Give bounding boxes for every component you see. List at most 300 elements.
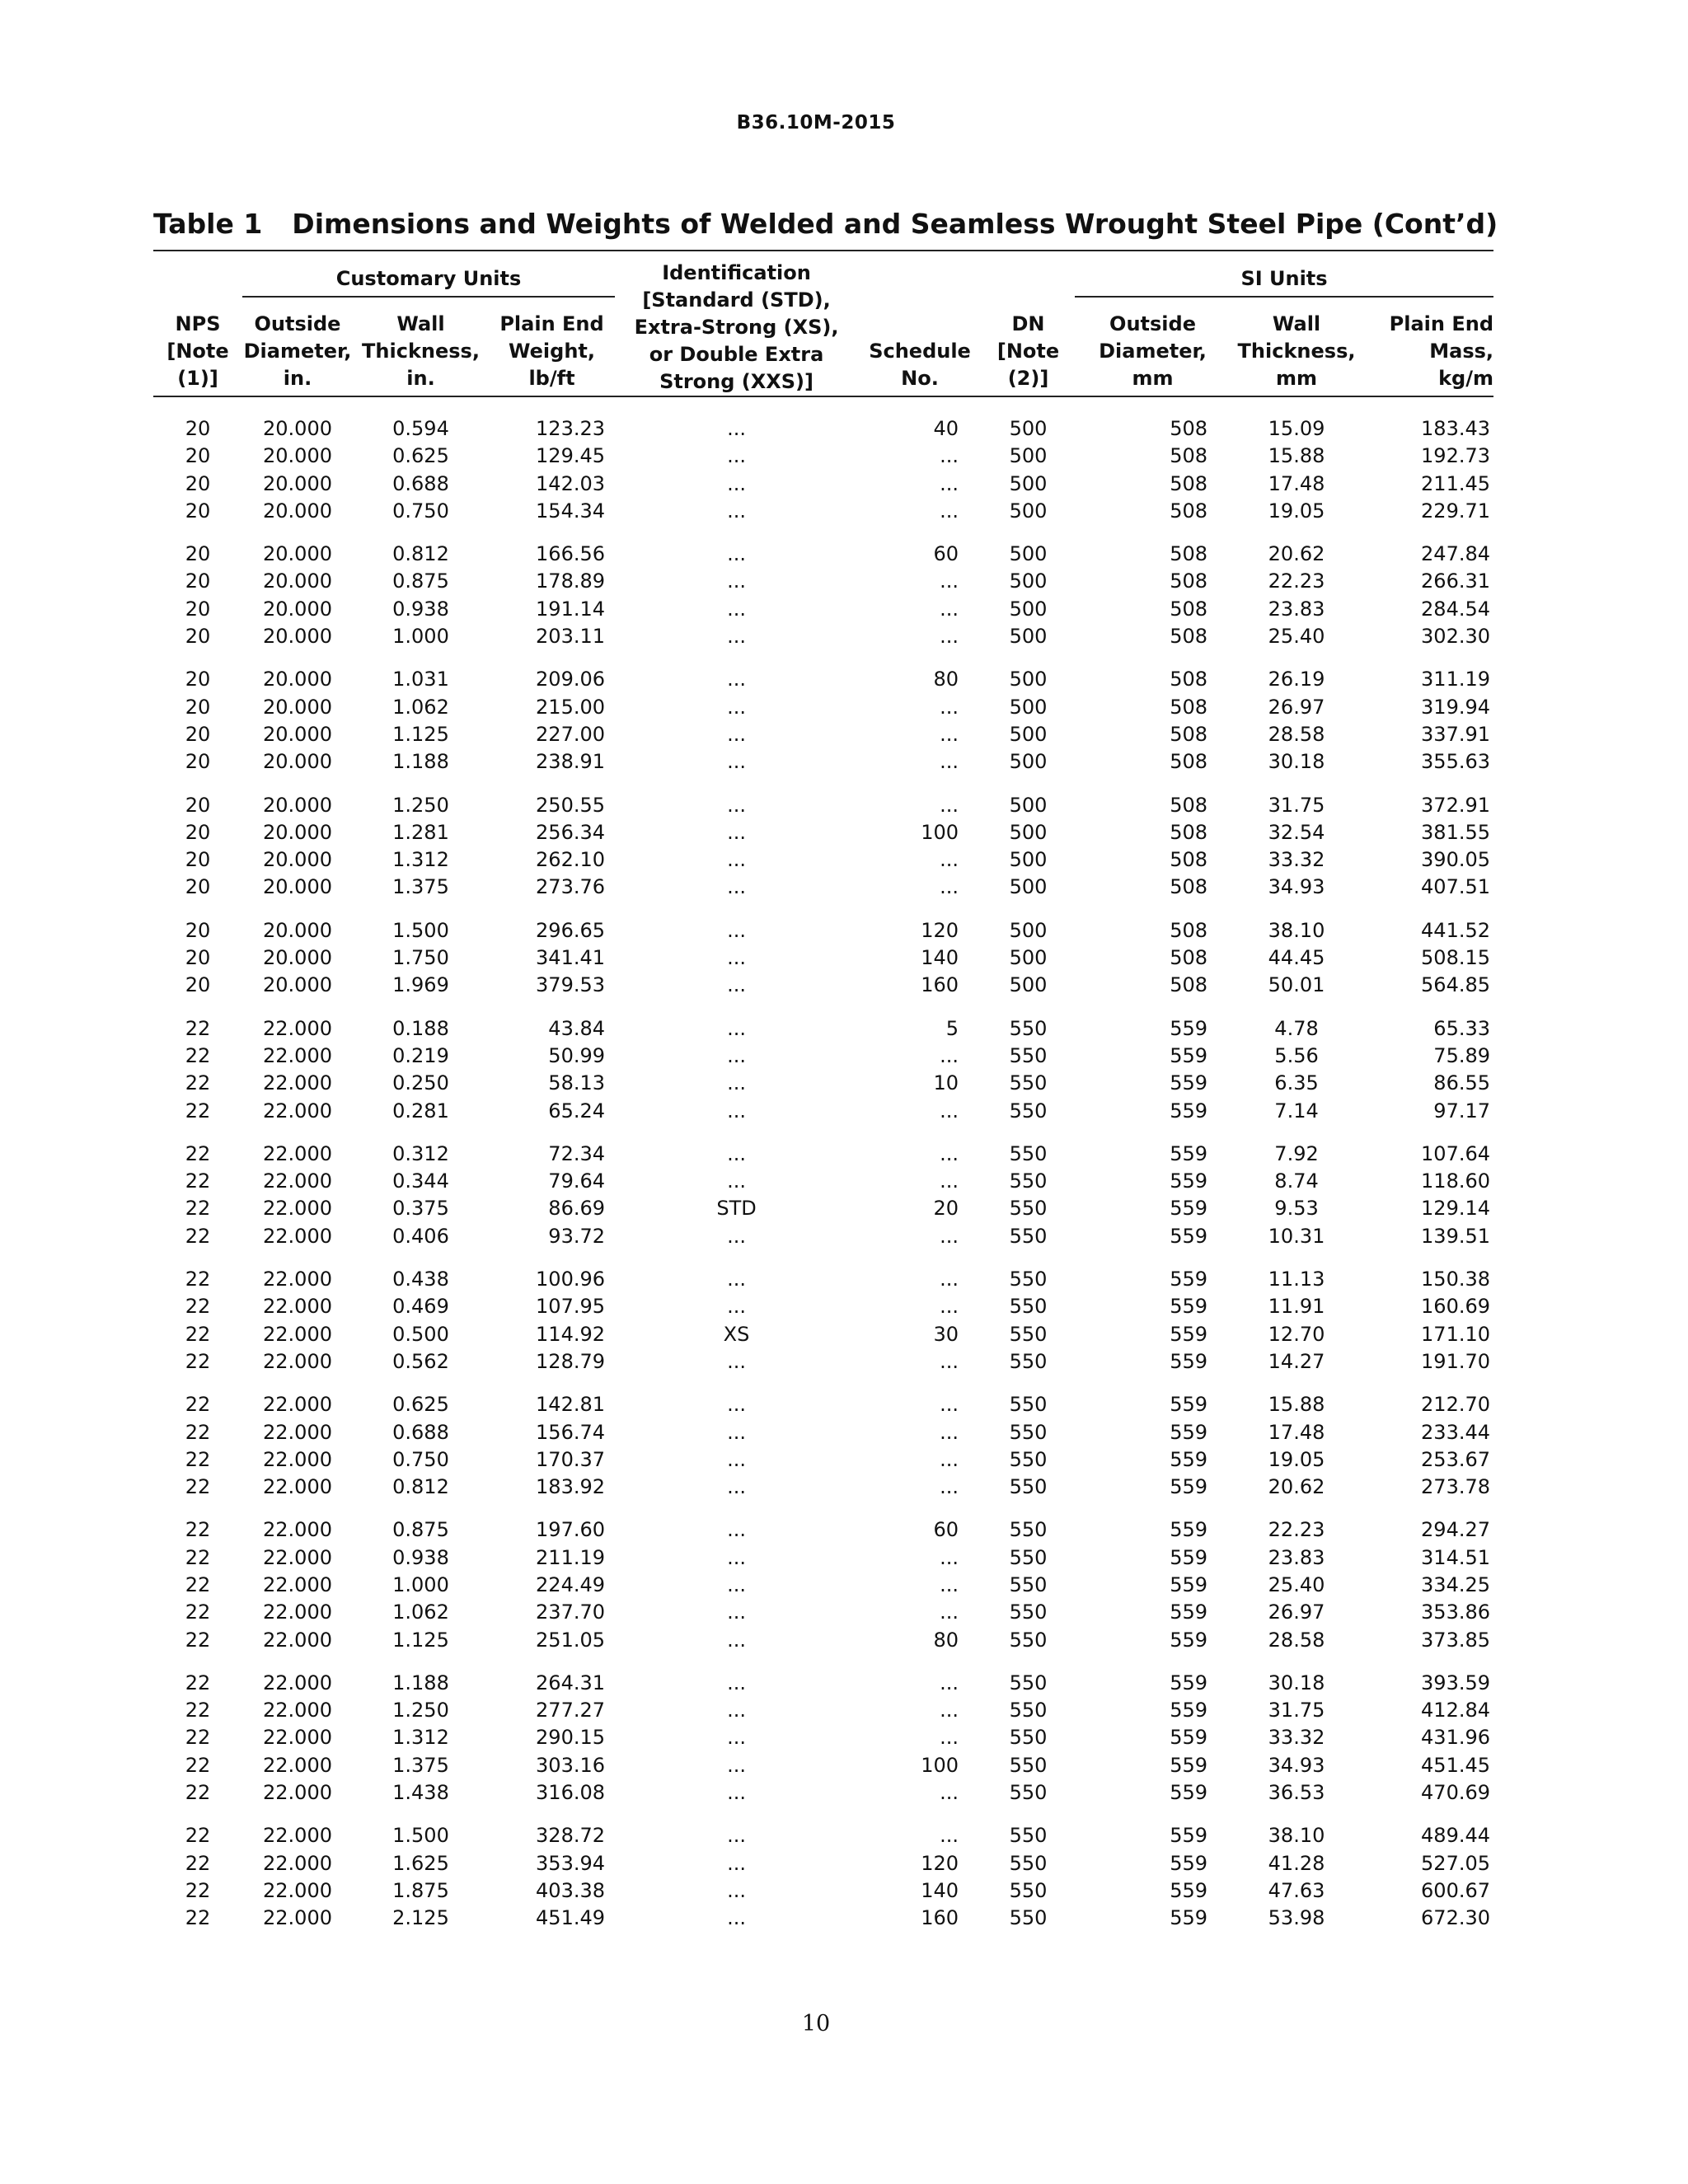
cell-outside-diameter-mm: 559 — [1170, 1851, 1208, 1875]
cell-wall-thickness-mm: 32.54 — [1268, 820, 1325, 844]
cell-outside-diameter-mm: 559 — [1170, 1071, 1208, 1095]
cell-wall-thickness-mm: 47.63 — [1268, 1878, 1325, 1902]
cell-wall-thickness-in: 0.188 — [392, 1016, 449, 1040]
cell-plain-end-mass: 600.67 — [1421, 1878, 1491, 1902]
cell-wall-thickness-in: 1.750 — [392, 946, 449, 970]
cell-schedule: ... — [940, 1671, 959, 1694]
cell-outside-diameter-in: 20.000 — [263, 668, 332, 691]
cell-identification: ... — [727, 1851, 746, 1875]
cell-outside-diameter-mm: 559 — [1170, 1141, 1208, 1165]
cell-schedule: ... — [940, 1545, 959, 1569]
cell-dn: 550 — [1009, 1601, 1048, 1624]
cell-dn: 550 — [1009, 1878, 1048, 1902]
cell-outside-diameter-in: 22.000 — [263, 1699, 332, 1722]
cell-schedule: 160 — [921, 1906, 959, 1930]
cell-plain-end-weight: 203.11 — [536, 625, 606, 649]
cell-plain-end-weight: 290.15 — [536, 1726, 606, 1750]
cell-schedule: 10 — [933, 1071, 959, 1095]
cell-wall-thickness-mm: 30.18 — [1268, 750, 1325, 774]
cell-outside-diameter-mm: 559 — [1170, 1295, 1208, 1319]
cell-schedule: 140 — [921, 946, 959, 970]
cell-identification: ... — [727, 1169, 746, 1193]
cell-plain-end-weight: 451.49 — [536, 1906, 606, 1930]
cell-wall-thickness-mm: 6.35 — [1274, 1071, 1319, 1095]
cell-nps: 22 — [185, 1141, 211, 1165]
cell-schedule: ... — [940, 1781, 959, 1805]
cell-plain-end-weight: 403.38 — [536, 1878, 606, 1902]
cell-nps: 20 — [185, 444, 211, 468]
cell-wall-thickness-mm: 28.58 — [1268, 1628, 1325, 1652]
cell-outside-diameter-mm: 559 — [1170, 1878, 1208, 1902]
cell-schedule: ... — [940, 1601, 959, 1624]
cell-wall-thickness-in: 1.062 — [392, 695, 449, 719]
cell-plain-end-mass: 311.19 — [1421, 668, 1491, 691]
cell-identification: ... — [727, 1420, 746, 1444]
cell-plain-end-mass: 107.64 — [1421, 1141, 1491, 1165]
cell-plain-end-weight: 154.34 — [536, 499, 606, 523]
cell-schedule: 40 — [933, 417, 959, 440]
cell-identification: ... — [727, 1878, 746, 1902]
header-spacer-2 — [858, 251, 1075, 298]
cell-identification: ... — [727, 1071, 746, 1095]
cell-nps: 22 — [185, 1016, 211, 1040]
cell-outside-diameter-in: 22.000 — [263, 1295, 332, 1319]
cell-outside-diameter-mm: 508 — [1170, 417, 1208, 440]
cell-wall-thickness-in: 1.250 — [392, 1699, 449, 1722]
table-row — [153, 1419, 1493, 1446]
cell-outside-diameter-mm: 508 — [1170, 695, 1208, 719]
cell-outside-diameter-mm: 508 — [1170, 848, 1208, 872]
cell-identification: ... — [727, 848, 746, 872]
cell-outside-diameter-mm: 559 — [1170, 1268, 1208, 1291]
cell-plain-end-mass: 470.69 — [1421, 1781, 1491, 1805]
cell-schedule: ... — [940, 597, 959, 621]
table-row — [153, 972, 1493, 999]
cell-plain-end-weight: 86.69 — [548, 1197, 606, 1221]
table-row — [153, 1877, 1493, 1905]
cell-outside-diameter-mm: 559 — [1170, 1906, 1208, 1930]
cell-schedule: ... — [940, 444, 959, 468]
cell-nps: 22 — [185, 1268, 211, 1291]
cell-nps: 22 — [185, 1572, 211, 1596]
cell-wall-thickness-in: 0.812 — [392, 542, 449, 566]
cell-schedule: ... — [940, 848, 959, 872]
header-wall-thickness-mm: Wall Thickness, mm — [1237, 312, 1356, 390]
cell-wall-thickness-in: 0.219 — [392, 1043, 449, 1067]
cell-nps: 22 — [185, 1043, 211, 1067]
cell-identification: ... — [727, 471, 746, 495]
cell-wall-thickness-in: 1.969 — [392, 973, 449, 997]
cell-wall-thickness-mm: 53.98 — [1268, 1906, 1325, 1930]
cell-identification: ... — [727, 1601, 746, 1624]
table-row — [153, 596, 1493, 623]
cell-plain-end-mass: 407.51 — [1421, 875, 1491, 899]
cell-wall-thickness-mm: 19.05 — [1268, 1447, 1325, 1471]
cell-schedule: ... — [940, 1726, 959, 1750]
cell-wall-thickness-mm: 20.62 — [1268, 1475, 1325, 1499]
cell-schedule: ... — [940, 1169, 959, 1193]
cell-plain-end-mass: 393.59 — [1421, 1671, 1491, 1694]
cell-plain-end-weight: 166.56 — [536, 542, 606, 566]
cell-wall-thickness-in: 0.625 — [392, 1393, 449, 1417]
cell-dn: 500 — [1009, 499, 1048, 523]
table-row — [153, 1627, 1493, 1654]
cell-nps: 20 — [185, 848, 211, 872]
cell-nps: 22 — [185, 1628, 211, 1652]
cell-plain-end-weight: 296.65 — [536, 918, 606, 942]
table-row — [153, 1000, 1493, 1043]
cell-plain-end-mass: 171.10 — [1421, 1322, 1491, 1346]
cell-wall-thickness-in: 0.250 — [392, 1071, 449, 1095]
cell-outside-diameter-mm: 559 — [1170, 1197, 1208, 1221]
cell-plain-end-mass: 564.85 — [1421, 973, 1491, 997]
cell-schedule: 80 — [933, 1628, 959, 1652]
header-plain-end-weight: Plain End Weight, lb/ft — [499, 312, 604, 390]
cell-outside-diameter-mm: 508 — [1170, 820, 1208, 844]
cell-plain-end-mass: 97.17 — [1433, 1099, 1491, 1122]
cell-outside-diameter-mm: 508 — [1170, 444, 1208, 468]
cell-plain-end-mass: 302.30 — [1421, 625, 1491, 649]
cell-plain-end-weight: 215.00 — [536, 695, 606, 719]
cell-wall-thickness-in: 1.375 — [392, 1753, 449, 1777]
header-schedule: Schedule No. — [869, 340, 971, 390]
cell-identification: ... — [727, 793, 746, 817]
cell-plain-end-weight: 277.27 — [536, 1699, 606, 1722]
cell-outside-diameter-mm: 559 — [1170, 1224, 1208, 1248]
cell-wall-thickness-in: 1.031 — [392, 668, 449, 691]
cell-schedule: ... — [940, 499, 959, 523]
cell-outside-diameter-in: 22.000 — [263, 1671, 332, 1694]
cell-plain-end-mass: 412.84 — [1421, 1699, 1491, 1722]
cell-outside-diameter-in: 20.000 — [263, 973, 332, 997]
cell-identification: ... — [727, 1295, 746, 1319]
cell-outside-diameter-in: 22.000 — [263, 1043, 332, 1067]
cell-dn: 550 — [1009, 1197, 1048, 1221]
cell-outside-diameter-mm: 508 — [1170, 542, 1208, 566]
cell-nps: 20 — [185, 625, 211, 649]
cell-dn: 550 — [1009, 1043, 1048, 1067]
cell-plain-end-weight: 262.10 — [536, 848, 606, 872]
cell-wall-thickness-in: 0.406 — [392, 1224, 449, 1248]
cell-wall-thickness-in: 1.000 — [392, 625, 449, 649]
cell-wall-thickness-in: 0.375 — [392, 1197, 449, 1221]
cell-wall-thickness-mm: 15.09 — [1268, 417, 1325, 440]
cell-plain-end-mass: 355.63 — [1421, 750, 1491, 774]
cell-nps: 22 — [185, 1071, 211, 1095]
cell-nps: 22 — [185, 1169, 211, 1193]
cell-plain-end-weight: 341.41 — [536, 946, 606, 970]
cell-nps: 22 — [185, 1475, 211, 1499]
cell-plain-end-mass: 294.27 — [1421, 1518, 1491, 1542]
cell-wall-thickness-mm: 10.31 — [1268, 1224, 1325, 1248]
cell-outside-diameter-in: 22.000 — [263, 1572, 332, 1596]
table-row — [153, 1223, 1493, 1250]
cell-outside-diameter-mm: 559 — [1170, 1545, 1208, 1569]
cell-plain-end-weight: 250.55 — [536, 793, 606, 817]
cell-schedule: ... — [940, 750, 959, 774]
cell-wall-thickness-mm: 22.23 — [1268, 569, 1325, 593]
table-row — [153, 902, 1493, 944]
cell-nps: 22 — [185, 1671, 211, 1694]
cell-wall-thickness-in: 0.469 — [392, 1295, 449, 1319]
table-row — [153, 1195, 1493, 1222]
table-row — [153, 568, 1493, 595]
table-row — [153, 1168, 1493, 1195]
cell-plain-end-mass: 337.91 — [1421, 722, 1491, 746]
header-spacer — [153, 251, 242, 298]
cell-nps: 22 — [185, 1824, 211, 1848]
table-row — [153, 748, 1493, 776]
cell-nps: 20 — [185, 668, 211, 691]
cell-dn: 550 — [1009, 1268, 1048, 1291]
page-number: 10 — [801, 2011, 831, 2036]
cell-outside-diameter-in: 22.000 — [263, 1197, 332, 1221]
cell-dn: 500 — [1009, 569, 1048, 593]
cell-plain-end-weight: 191.14 — [536, 597, 606, 621]
cell-dn: 500 — [1009, 444, 1048, 468]
cell-nps: 20 — [185, 471, 211, 495]
cell-identification: ... — [727, 1224, 746, 1248]
cell-outside-diameter-mm: 559 — [1170, 1420, 1208, 1444]
cell-identification: ... — [727, 1545, 746, 1569]
header-identification: Identification [Standard (STD), Extra-Strong (XS), or Double Extra Strong (XXS)] — [634, 261, 839, 393]
cell-outside-diameter-mm: 508 — [1170, 625, 1208, 649]
cell-wall-thickness-mm: 17.48 — [1268, 1420, 1325, 1444]
cell-outside-diameter-mm: 508 — [1170, 471, 1208, 495]
cell-wall-thickness-in: 0.500 — [392, 1322, 449, 1346]
cell-outside-diameter-in: 22.000 — [263, 1447, 332, 1471]
cell-schedule: ... — [940, 625, 959, 649]
cell-identification: ... — [727, 1726, 746, 1750]
header-customary-units: Customary Units — [242, 251, 615, 298]
cell-plain-end-weight: 79.64 — [548, 1169, 606, 1193]
cell-nps: 20 — [185, 542, 211, 566]
cell-plain-end-weight: 379.53 — [536, 973, 606, 997]
cell-outside-diameter-mm: 559 — [1170, 1393, 1208, 1417]
cell-identification: ... — [727, 625, 746, 649]
cell-wall-thickness-mm: 8.74 — [1274, 1169, 1319, 1193]
header-wall-thickness-in: Wall Thickness, in. — [362, 312, 480, 390]
cell-outside-diameter-mm: 508 — [1170, 973, 1208, 997]
cell-schedule: 5 — [945, 1016, 959, 1040]
cell-plain-end-mass: 431.96 — [1421, 1726, 1491, 1750]
cell-wall-thickness-mm: 25.40 — [1268, 1572, 1325, 1596]
cell-dn: 550 — [1009, 1572, 1048, 1596]
cell-dn: 500 — [1009, 973, 1048, 997]
cell-dn: 500 — [1009, 875, 1048, 899]
table-row — [153, 1544, 1493, 1572]
table-caption: Dimensions and Weights of Welded and Seamless Wrought Steel Pipe (Cont’d) — [292, 208, 1498, 240]
cell-plain-end-mass: 150.38 — [1421, 1268, 1491, 1291]
cell-dn: 550 — [1009, 1545, 1048, 1569]
cell-nps: 20 — [185, 499, 211, 523]
cell-identification: ... — [727, 1572, 746, 1596]
cell-outside-diameter-in: 22.000 — [263, 1268, 332, 1291]
cell-dn: 500 — [1009, 471, 1048, 495]
cell-schedule: ... — [940, 1141, 959, 1165]
cell-wall-thickness-mm: 38.10 — [1268, 918, 1325, 942]
cell-plain-end-mass: 284.54 — [1421, 597, 1491, 621]
cell-dn: 550 — [1009, 1420, 1048, 1444]
table-body — [153, 396, 1493, 1933]
cell-outside-diameter-mm: 559 — [1170, 1169, 1208, 1193]
cell-wall-thickness-mm: 17.48 — [1268, 471, 1325, 495]
cell-outside-diameter-in: 20.000 — [263, 569, 332, 593]
cell-dn: 550 — [1009, 1322, 1048, 1346]
table-row — [153, 694, 1493, 721]
cell-dn: 550 — [1009, 1071, 1048, 1095]
table-row — [153, 498, 1493, 525]
table-row — [153, 1293, 1493, 1320]
cell-dn: 550 — [1009, 1349, 1048, 1373]
cell-wall-thickness-in: 1.188 — [392, 1671, 449, 1694]
cell-plain-end-weight: 170.37 — [536, 1447, 606, 1471]
cell-outside-diameter-in: 22.000 — [263, 1322, 332, 1346]
cell-outside-diameter-in: 22.000 — [263, 1393, 332, 1417]
cell-schedule: ... — [940, 1268, 959, 1291]
cell-plain-end-mass: 441.52 — [1421, 918, 1491, 942]
cell-schedule: 60 — [933, 1518, 959, 1542]
pipe-dimensions-table — [153, 250, 1493, 1933]
table-row — [153, 1850, 1493, 1877]
cell-wall-thickness-mm: 7.14 — [1274, 1099, 1319, 1122]
cell-nps: 22 — [185, 1295, 211, 1319]
cell-plain-end-weight: 50.99 — [548, 1043, 606, 1067]
cell-dn: 550 — [1009, 1099, 1048, 1122]
cell-plain-end-mass: 191.70 — [1421, 1349, 1491, 1373]
cell-plain-end-mass: 233.44 — [1421, 1420, 1491, 1444]
table-row — [153, 1599, 1493, 1626]
table-title — [153, 208, 1498, 240]
cell-identification: ... — [727, 973, 746, 997]
cell-schedule: ... — [940, 722, 959, 746]
cell-wall-thickness-mm: 25.40 — [1268, 625, 1325, 649]
cell-plain-end-weight: 183.92 — [536, 1475, 606, 1499]
cell-wall-thickness-in: 1.000 — [392, 1572, 449, 1596]
cell-dn: 550 — [1009, 1169, 1048, 1193]
cell-plain-end-weight: 142.81 — [536, 1393, 606, 1417]
cell-nps: 22 — [185, 1322, 211, 1346]
cell-dn: 550 — [1009, 1295, 1048, 1319]
cell-dn: 550 — [1009, 1628, 1048, 1652]
cell-dn: 500 — [1009, 722, 1048, 746]
cell-wall-thickness-in: 0.938 — [392, 597, 449, 621]
cell-plain-end-weight: 256.34 — [536, 820, 606, 844]
cell-dn: 550 — [1009, 1824, 1048, 1848]
cell-outside-diameter-mm: 508 — [1170, 722, 1208, 746]
cell-wall-thickness-in: 1.188 — [392, 750, 449, 774]
table-row — [153, 1654, 1493, 1697]
cell-plain-end-weight: 251.05 — [536, 1628, 606, 1652]
cell-wall-thickness-mm: 38.10 — [1268, 1824, 1325, 1848]
cell-plain-end-weight: 353.94 — [536, 1851, 606, 1875]
cell-plain-end-mass: 192.73 — [1421, 444, 1491, 468]
cell-outside-diameter-in: 22.000 — [263, 1071, 332, 1095]
cell-wall-thickness-mm: 22.23 — [1268, 1518, 1325, 1542]
cell-wall-thickness-in: 0.344 — [392, 1169, 449, 1193]
cell-schedule: ... — [940, 1393, 959, 1417]
cell-nps: 22 — [185, 1878, 211, 1902]
cell-schedule: 60 — [933, 542, 959, 566]
cell-nps: 22 — [185, 1545, 211, 1569]
cell-identification: ... — [727, 597, 746, 621]
cell-plain-end-weight: 197.60 — [536, 1518, 606, 1542]
cell-outside-diameter-in: 22.000 — [263, 1628, 332, 1652]
cell-outside-diameter-mm: 559 — [1170, 1699, 1208, 1722]
cell-dn: 500 — [1009, 793, 1048, 817]
cell-wall-thickness-in: 1.375 — [392, 875, 449, 899]
cell-plain-end-mass: 451.45 — [1421, 1753, 1491, 1777]
table-row — [153, 1348, 1493, 1376]
cell-schedule: 100 — [921, 1753, 959, 1777]
cell-plain-end-mass: 372.91 — [1421, 793, 1491, 817]
cell-outside-diameter-in: 22.000 — [263, 1753, 332, 1777]
cell-plain-end-mass: 86.55 — [1433, 1071, 1491, 1095]
header-si-units: SI Units — [1075, 251, 1493, 298]
cell-outside-diameter-in: 20.000 — [263, 946, 332, 970]
cell-wall-thickness-mm: 14.27 — [1268, 1349, 1325, 1373]
cell-plain-end-weight: 72.34 — [548, 1141, 606, 1165]
cell-wall-thickness-mm: 15.88 — [1268, 1393, 1325, 1417]
cell-nps: 22 — [185, 1753, 211, 1777]
cell-plain-end-weight: 273.76 — [536, 875, 606, 899]
cell-outside-diameter-mm: 559 — [1170, 1628, 1208, 1652]
cell-identification: ... — [727, 1824, 746, 1848]
cell-identification: ... — [727, 1628, 746, 1652]
cell-nps: 22 — [185, 1224, 211, 1248]
cell-schedule: ... — [940, 1699, 959, 1722]
cell-plain-end-mass: 211.45 — [1421, 471, 1491, 495]
table-row — [153, 396, 1493, 443]
cell-dn: 550 — [1009, 1224, 1048, 1248]
cell-wall-thickness-in: 0.812 — [392, 1475, 449, 1499]
cell-nps: 22 — [185, 1518, 211, 1542]
cell-wall-thickness-mm: 30.18 — [1268, 1671, 1325, 1694]
cell-identification: ... — [727, 417, 746, 440]
cell-wall-thickness-mm: 50.01 — [1268, 973, 1325, 997]
cell-identification: ... — [727, 668, 746, 691]
cell-dn: 550 — [1009, 1851, 1048, 1875]
cell-wall-thickness-in: 0.625 — [392, 444, 449, 468]
cell-nps: 22 — [185, 1851, 211, 1875]
cell-outside-diameter-in: 22.000 — [263, 1141, 332, 1165]
cell-plain-end-mass: 229.71 — [1421, 499, 1491, 523]
cell-outside-diameter-in: 20.000 — [263, 722, 332, 746]
cell-nps: 22 — [185, 1906, 211, 1930]
cell-identification: ... — [727, 1141, 746, 1165]
cell-outside-diameter-in: 20.000 — [263, 793, 332, 817]
table-row — [153, 846, 1493, 874]
cell-identification: ... — [727, 542, 746, 566]
cell-schedule: 140 — [921, 1878, 959, 1902]
cell-outside-diameter-mm: 508 — [1170, 597, 1208, 621]
cell-wall-thickness-mm: 26.97 — [1268, 1601, 1325, 1624]
cell-outside-diameter-in: 22.000 — [263, 1726, 332, 1750]
cell-plain-end-weight: 316.08 — [536, 1781, 606, 1805]
cell-outside-diameter-mm: 559 — [1170, 1726, 1208, 1750]
cell-outside-diameter-in: 22.000 — [263, 1420, 332, 1444]
cell-plain-end-mass: 139.51 — [1421, 1224, 1491, 1248]
cell-plain-end-weight: 211.19 — [536, 1545, 606, 1569]
cell-outside-diameter-mm: 559 — [1170, 1601, 1208, 1624]
table-row — [153, 443, 1493, 470]
cell-wall-thickness-mm: 11.91 — [1268, 1295, 1325, 1319]
cell-wall-thickness-mm: 7.92 — [1274, 1141, 1319, 1165]
cell-plain-end-mass: 118.60 — [1421, 1169, 1491, 1193]
cell-dn: 500 — [1009, 848, 1048, 872]
cell-outside-diameter-in: 22.000 — [263, 1224, 332, 1248]
cell-schedule: 20 — [933, 1197, 959, 1221]
